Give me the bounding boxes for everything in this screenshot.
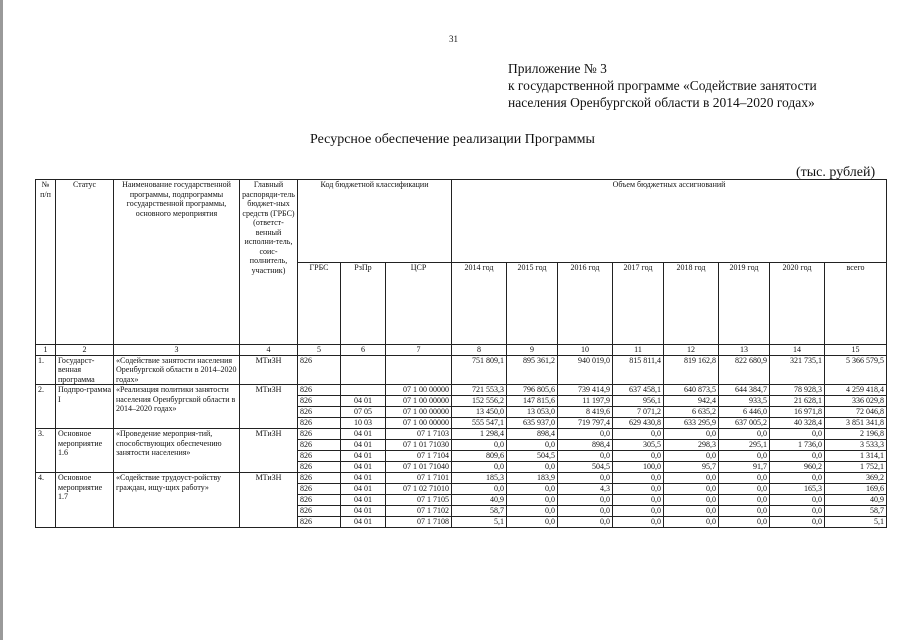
cell-total: 72 046,8: [825, 407, 887, 418]
cell-value: 40 328,4: [770, 418, 825, 429]
cell-total: 5,1: [825, 517, 887, 528]
cell-grbs: 826: [298, 484, 341, 495]
cell-value: 0,0: [613, 506, 664, 517]
column-index: 4: [240, 345, 298, 356]
cell-value: 0,0: [664, 495, 719, 506]
cell-value: 637 458,1: [613, 385, 664, 396]
cell-rzpr: 04 01: [341, 506, 386, 517]
cell-value: 0,0: [613, 473, 664, 484]
column-index: 3: [114, 345, 240, 356]
cell-value: 898,4: [507, 429, 558, 440]
header-year-2019: 2019 год: [719, 262, 770, 345]
row-number: 2.: [36, 385, 56, 429]
cell-rzpr: 04 01: [341, 484, 386, 495]
cell-value: 0,0: [770, 429, 825, 440]
scan-edge: [0, 0, 3, 640]
cell-value: 0,0: [613, 429, 664, 440]
cell-value: 8 419,6: [558, 407, 613, 418]
column-index: 8: [452, 345, 507, 356]
cell-value: 0,0: [770, 506, 825, 517]
cell-value: 0,0: [558, 506, 613, 517]
header-csr: ЦСР: [386, 262, 452, 345]
appendix-line-2: к государственной программе «Содействие занятости: [508, 78, 817, 93]
cell-total: 3 851 341,8: [825, 418, 887, 429]
header-total: всего: [825, 262, 887, 345]
cell-grbs: 826: [298, 440, 341, 451]
resource-table: [35, 179, 887, 528]
cell-csr: 07 1 7108: [386, 517, 452, 528]
cell-value: 11 197,9: [558, 396, 613, 407]
cell-value: 0,0: [507, 462, 558, 473]
appendix-header: [508, 60, 817, 111]
cell-value: 91,7: [719, 462, 770, 473]
row-status: Основное мероприятие 1.6: [56, 429, 114, 473]
cell-value: 0,0: [664, 484, 719, 495]
row-name: «Содействие занятости населения Оренбургской области в 2014–2020 годах»: [114, 355, 240, 385]
cell-csr: 07 1 7105: [386, 495, 452, 506]
cell-grbs: 826: [298, 451, 341, 462]
cell-value: 183,9: [507, 473, 558, 484]
cell-value: 555 547,1: [452, 418, 507, 429]
cell-total: 336 029,8: [825, 396, 887, 407]
column-index: 9: [507, 345, 558, 356]
cell-value: 58,7: [452, 506, 507, 517]
header-year-2015: 2015 год: [507, 262, 558, 345]
cell-grbs: 826: [298, 473, 341, 484]
header-year-2018: 2018 год: [664, 262, 719, 345]
cell-rzpr: 04 01: [341, 440, 386, 451]
cell-value: 152 556,2: [452, 396, 507, 407]
column-index-row: [36, 345, 887, 356]
row-grbs-main: МТиЗН: [240, 385, 298, 429]
cell-value: 0,0: [558, 429, 613, 440]
cell-value: 16 971,8: [770, 407, 825, 418]
cell-value: 1 736,0: [770, 440, 825, 451]
document-title: Ресурсное обеспечение реализации Программы: [310, 132, 595, 147]
cell-value: 21 628,1: [770, 396, 825, 407]
column-index: 5: [298, 345, 341, 356]
header-volume-group: Объем бюджетных ассигнований: [452, 180, 887, 263]
cell-value: 0,0: [452, 484, 507, 495]
cell-rzpr: 04 01: [341, 473, 386, 484]
header-code-group: Код бюджетной классификации: [298, 180, 452, 263]
cell-value: 0,0: [719, 473, 770, 484]
column-index: 15: [825, 345, 887, 356]
cell-value: 0,0: [558, 451, 613, 462]
appendix-line-1: Приложение № 3: [508, 61, 607, 76]
column-index: 12: [664, 345, 719, 356]
cell-value: 0,0: [719, 484, 770, 495]
cell-value: 95,7: [664, 462, 719, 473]
cell-value: 644 384,7: [719, 385, 770, 396]
header-status: Статус: [56, 180, 114, 345]
cell-csr: 07 1 7102: [386, 506, 452, 517]
cell-csr: 07 1 01 71030: [386, 440, 452, 451]
table-row: [36, 429, 887, 440]
cell-rzpr: 10 03: [341, 418, 386, 429]
units-label: (тыс. рублей): [796, 165, 876, 180]
cell-value: 7 071,2: [613, 407, 664, 418]
cell-value: 635 937,0: [507, 418, 558, 429]
cell-value: 504,5: [558, 462, 613, 473]
row-name: «Реализация политики занятости населения Оренбургской области в 2014–2020 годах»: [114, 385, 240, 429]
cell-total: 40,9: [825, 495, 887, 506]
column-index: 6: [341, 345, 386, 356]
cell-csr: 07 1 7103: [386, 429, 452, 440]
cell-value: 0,0: [770, 517, 825, 528]
table-row: [36, 355, 887, 385]
cell-value: 819 162,8: [664, 355, 719, 385]
cell-value: 751 809,1: [452, 355, 507, 385]
header-grbs-main: Главный распоряди-тель бюджет-ных средств (ГРБС) (ответст-венный исполни-тель, соис-полнитель, участник): [240, 180, 298, 345]
cell-value: 721 553,3: [452, 385, 507, 396]
cell-total: 2 196,8: [825, 429, 887, 440]
header-year-2020: 2020 год: [770, 262, 825, 345]
cell-total: 1 314,1: [825, 451, 887, 462]
cell-value: 0,0: [719, 451, 770, 462]
cell-csr: 07 1 00 00000: [386, 385, 452, 396]
cell-value: 6 446,0: [719, 407, 770, 418]
cell-value: 933,5: [719, 396, 770, 407]
cell-value: 78 928,3: [770, 385, 825, 396]
row-number: 3.: [36, 429, 56, 473]
cell-value: 719 797,4: [558, 418, 613, 429]
cell-value: 0,0: [664, 506, 719, 517]
cell-value: 185,3: [452, 473, 507, 484]
cell-value: 0,0: [452, 440, 507, 451]
cell-csr: 07 1 00 00000: [386, 396, 452, 407]
cell-value: 13 450,0: [452, 407, 507, 418]
cell-grbs: 826: [298, 495, 341, 506]
cell-grbs: 826: [298, 385, 341, 396]
cell-csr: 07 1 00 00000: [386, 407, 452, 418]
cell-value: 0,0: [507, 495, 558, 506]
cell-value: 629 430,8: [613, 418, 664, 429]
cell-rzpr: [341, 355, 386, 385]
cell-value: 0,0: [664, 473, 719, 484]
cell-value: 1 298,4: [452, 429, 507, 440]
cell-value: 633 295,9: [664, 418, 719, 429]
cell-csr: 07 1 7104: [386, 451, 452, 462]
header-num: № п/п: [36, 180, 56, 345]
cell-value: 815 811,4: [613, 355, 664, 385]
cell-value: 0,0: [719, 495, 770, 506]
cell-total: 5 366 579,5: [825, 355, 887, 385]
cell-csr: 07 1 00 00000: [386, 418, 452, 429]
cell-value: 0,0: [664, 429, 719, 440]
row-grbs-main: МТиЗН: [240, 473, 298, 528]
cell-value: 0,0: [664, 451, 719, 462]
cell-value: 960,2: [770, 462, 825, 473]
cell-total: 169,6: [825, 484, 887, 495]
cell-csr: 07 1 02 71010: [386, 484, 452, 495]
cell-value: 504,5: [507, 451, 558, 462]
cell-value: 0,0: [719, 429, 770, 440]
cell-value: 13 053,0: [507, 407, 558, 418]
header-rzpr: РзПр: [341, 262, 386, 345]
cell-value: 305,5: [613, 440, 664, 451]
row-name: «Содействие трудоуст-ройству граждан, ищу-щих работу»: [114, 473, 240, 528]
cell-value: 0,0: [558, 495, 613, 506]
cell-value: 0,0: [558, 517, 613, 528]
row-grbs-main: МТиЗН: [240, 355, 298, 385]
cell-rzpr: 04 01: [341, 396, 386, 407]
cell-csr: [386, 355, 452, 385]
cell-rzpr: 04 01: [341, 517, 386, 528]
cell-total: 58,7: [825, 506, 887, 517]
column-index: 11: [613, 345, 664, 356]
cell-value: 0,0: [507, 506, 558, 517]
cell-value: 0,0: [452, 462, 507, 473]
column-index: 14: [770, 345, 825, 356]
cell-value: 147 815,6: [507, 396, 558, 407]
cell-value: 822 680,9: [719, 355, 770, 385]
cell-rzpr: 04 01: [341, 429, 386, 440]
cell-value: 321 735,1: [770, 355, 825, 385]
cell-value: 0,0: [558, 473, 613, 484]
cell-total: 369,2: [825, 473, 887, 484]
cell-total: 1 752,1: [825, 462, 887, 473]
cell-value: 956,1: [613, 396, 664, 407]
cell-grbs: 826: [298, 517, 341, 528]
cell-value: 739 414,9: [558, 385, 613, 396]
cell-value: 6 635,2: [664, 407, 719, 418]
cell-rzpr: 07 05: [341, 407, 386, 418]
row-status: Государст-венная программа: [56, 355, 114, 385]
column-index: 13: [719, 345, 770, 356]
cell-csr: 07 1 7101: [386, 473, 452, 484]
cell-value: 298,3: [664, 440, 719, 451]
cell-grbs: 826: [298, 407, 341, 418]
cell-grbs: 826: [298, 355, 341, 385]
cell-grbs: 826: [298, 462, 341, 473]
header-year-2017: 2017 год: [613, 262, 664, 345]
cell-rzpr: 04 01: [341, 451, 386, 462]
cell-value: 942,4: [664, 396, 719, 407]
cell-value: 898,4: [558, 440, 613, 451]
cell-value: 0,0: [770, 495, 825, 506]
page-number: 31: [449, 34, 458, 44]
cell-value: 895 361,2: [507, 355, 558, 385]
cell-grbs: 826: [298, 506, 341, 517]
cell-grbs: 826: [298, 429, 341, 440]
row-grbs-main: МТиЗН: [240, 429, 298, 473]
header-grbs: ГРБС: [298, 262, 341, 345]
column-index: 7: [386, 345, 452, 356]
row-status: Подпро-грамма I: [56, 385, 114, 429]
cell-value: 4,3: [558, 484, 613, 495]
cell-value: 940 019,0: [558, 355, 613, 385]
row-number: 1.: [36, 355, 56, 385]
cell-value: 0,0: [613, 451, 664, 462]
appendix-line-3: населения Оренбургской области в 2014–2020 годах»: [508, 95, 815, 110]
column-index: 2: [56, 345, 114, 356]
cell-value: 0,0: [719, 517, 770, 528]
cell-value: 0,0: [613, 495, 664, 506]
cell-value: 0,0: [613, 517, 664, 528]
cell-value: 0,0: [770, 451, 825, 462]
row-status: Основное мероприятие 1.7: [56, 473, 114, 528]
cell-value: 0,0: [507, 440, 558, 451]
table-body: [36, 355, 887, 528]
cell-value: 0,0: [770, 473, 825, 484]
cell-value: 40,9: [452, 495, 507, 506]
cell-rzpr: 04 01: [341, 495, 386, 506]
cell-value: 165,3: [770, 484, 825, 495]
row-number: 4.: [36, 473, 56, 528]
cell-value: 796 805,6: [507, 385, 558, 396]
cell-value: 0,0: [507, 484, 558, 495]
cell-value: 0,0: [719, 506, 770, 517]
cell-value: 0,0: [664, 517, 719, 528]
cell-value: 295,1: [719, 440, 770, 451]
cell-value: 637 005,2: [719, 418, 770, 429]
cell-value: 809,6: [452, 451, 507, 462]
cell-rzpr: [341, 385, 386, 396]
cell-grbs: 826: [298, 396, 341, 407]
cell-grbs: 826: [298, 418, 341, 429]
header-year-2016: 2016 год: [558, 262, 613, 345]
cell-value: 5,1: [452, 517, 507, 528]
table-row: [36, 385, 887, 396]
cell-value: 0,0: [613, 484, 664, 495]
row-name: «Проведение мероприя-тий, способствующих обеспечению занятости населения»: [114, 429, 240, 473]
header-year-2014: 2014 год: [452, 262, 507, 345]
cell-total: 3 533,3: [825, 440, 887, 451]
table-row: [36, 473, 887, 484]
cell-csr: 07 1 01 71040: [386, 462, 452, 473]
cell-rzpr: 04 01: [341, 462, 386, 473]
cell-value: 100,0: [613, 462, 664, 473]
cell-value: 640 873,5: [664, 385, 719, 396]
column-index: 1: [36, 345, 56, 356]
column-index: 10: [558, 345, 613, 356]
cell-total: 4 259 418,4: [825, 385, 887, 396]
cell-value: 0,0: [507, 517, 558, 528]
header-name: Наименование государственной программы, подпрограммы государственной программы, основного мероприятия: [114, 180, 240, 345]
